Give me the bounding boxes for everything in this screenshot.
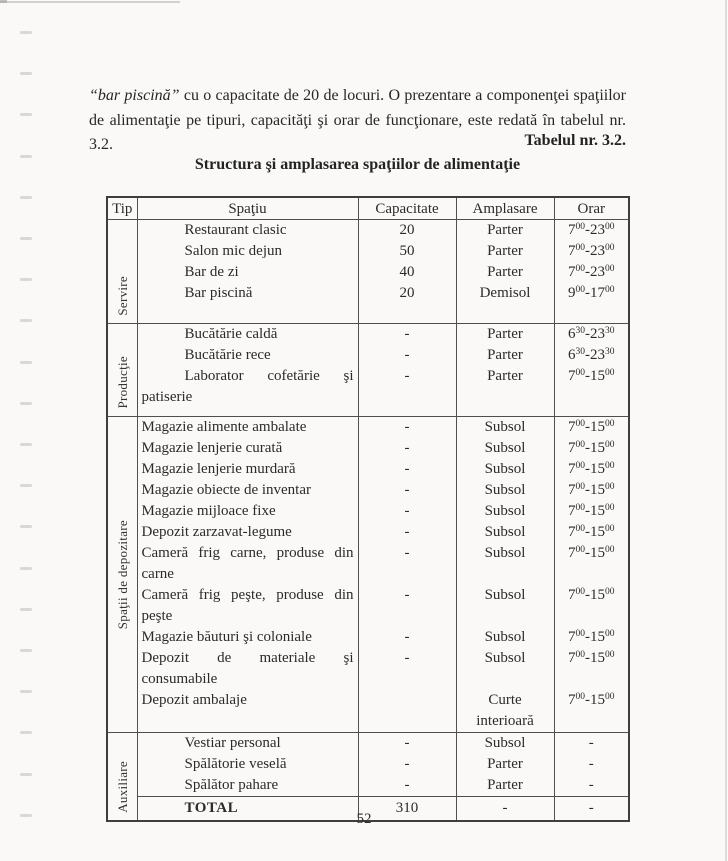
cell-capacitate: - [358,480,456,501]
table-row [107,438,629,459]
cell-spatiu: Cameră frig peşte, produse din peşte [137,585,358,627]
margin-dash [20,31,32,34]
cell-spatiu: Magazie mijloace fixe [137,501,358,522]
table-row [107,733,629,755]
table-row [107,775,629,797]
cell-orar: $6^{30}-23^{30}$ [554,324,629,346]
cell-spatiu: Magazie alimente ambalate [137,417,358,439]
cell-amplasare: Parter [456,775,554,797]
intro-lead-italic: “bar piscină” [89,87,180,104]
margin-dash [20,402,32,405]
cell-spatiu: Restaurant clasic [137,220,358,242]
cell-spatiu: Depozit zarzavat-legume [137,522,358,543]
cell-capacitate: - [358,345,456,366]
section-auxiliare [107,733,629,822]
cell-spatiu: Bucătărie caldă [137,324,358,346]
cell-orar: $6^{30}-23^{30}$ [554,345,629,366]
margin-dash [20,649,32,652]
scan-top-edge-artifact [0,1,180,3]
scan-right-edge-artifact [725,0,727,861]
table-row [107,262,629,283]
table-row [107,459,629,480]
cell-orar: $9^{00}-17^{00}$ [554,283,629,324]
cell-capacitate: - [358,775,456,797]
section-label: Servire [114,276,130,316]
cell-capacitate: - [358,459,456,480]
cell-amplasare: Subsol [456,417,554,439]
cell-capacitate: - [358,648,456,690]
cell-capacitate: - [358,754,456,775]
table-row [107,366,629,417]
margin-dash [20,690,32,693]
cell-capacitate: - [358,501,456,522]
margin-dash [20,278,32,281]
cell-amplasare: Demisol [456,283,554,324]
section-spa-ii-de-depozitare [107,417,629,733]
cell-orar: - [554,733,629,755]
cell-capacitate: 40 [358,262,456,283]
header-amplasare: Amplasare [456,197,554,220]
cell-orar: $7^{00}-15^{00}$ [554,522,629,543]
margin-dash [20,319,32,322]
cell-amplasare: Subsol [456,480,554,501]
cell-amplasare: Subsol [456,438,554,459]
cell-spatiu: Spălător pahare [137,775,358,797]
cell-spatiu: Salon mic dejun [137,241,358,262]
cell-capacitate: - [358,585,456,627]
section-tip-cell [107,417,137,733]
cell-amplasare: Subsol [456,459,554,480]
cell-orar: $7^{00}-15^{00}$ [554,627,629,648]
cell-spatiu: Magazie obiecte de inventar [137,480,358,501]
cell-spatiu: Cameră frig carne, produse din carne [137,543,358,585]
margin-dash [20,237,32,240]
page-number: 52 [356,811,372,827]
table-row [107,648,629,690]
cell-total-orar: - [554,797,629,822]
cell-total-amplasare: - [456,797,554,822]
cell-spatiu: Bucătărie rece [137,345,358,366]
table-row [107,501,629,522]
table-row [107,324,629,346]
header-tip: Tip [107,197,137,220]
section-label: Spaţii de depozitare [114,519,130,630]
cell-orar: - [554,775,629,797]
section-servire [107,220,629,324]
cell-amplasare: Subsol [456,585,554,627]
table-row [107,417,629,439]
table-row [107,480,629,501]
cell-spatiu: Depozit ambalaje [137,690,358,733]
cell-capacitate: - [358,366,456,417]
cell-spatiu: Spălătorie veselă [137,754,358,775]
section-produc-ie [107,324,629,417]
header-orar: Orar [554,197,629,220]
margin-dash [20,484,32,487]
cell-amplasare: Subsol [456,522,554,543]
table-title: Structura şi amplasarea spaţiilor de alimentaţie [194,156,521,173]
margin-dash [20,608,32,611]
cell-amplasare: Parter [456,754,554,775]
cell-spatiu: Magazie băuturi şi coloniale [137,627,358,648]
cell-amplasare: Subsol [456,543,554,585]
cell-orar: $7^{00}-15^{00}$ [554,366,629,417]
cell-amplasare: Subsol [456,648,554,690]
alimentation-table [106,196,630,822]
cell-amplasare: Parter [456,241,554,262]
cell-spatiu: Magazie lenjerie curată [137,438,358,459]
margin-dash [20,731,32,734]
cell-capacitate [358,690,456,733]
table-row [107,627,629,648]
cell-amplasare: Subsol [456,733,554,755]
cell-orar: $7^{00}-15^{00}$ [554,501,629,522]
cell-capacitate: - [358,543,456,585]
header-spatiu: Spaţiu [137,197,358,220]
cell-amplasare: Parter [456,366,554,417]
cell-orar: $7^{00}-15^{00}$ [554,459,629,480]
cell-capacitate: 20 [358,220,456,242]
margin-dash [20,155,32,158]
cell-orar: $7^{00}-15^{00}$ [554,417,629,439]
cell-capacitate: 20 [358,283,456,324]
margin-dash [20,525,32,528]
cell-capacitate: - [358,324,456,346]
table-row [107,522,629,543]
cell-spatiu: Bar de zi [137,262,358,283]
cell-spatiu: Laborator cofetărie şi patiserie [137,366,358,417]
cell-orar: $7^{00}-15^{00}$ [554,648,629,690]
section-tip-cell [107,324,137,417]
cell-orar: $7^{00}-15^{00}$ [554,543,629,585]
margin-dash [20,72,32,75]
section-tip-cell [107,220,137,324]
cell-orar: $7^{00}-15^{00}$ [554,480,629,501]
cell-orar: $7^{00}-15^{00}$ [554,690,629,733]
cell-orar: $7^{00}-23^{00}$ [554,220,629,242]
table-caption: Tabelul nr. 3.2. [524,132,626,149]
cell-orar: $7^{00}-15^{00}$ [554,438,629,459]
table-row [107,283,629,324]
cell-amplasare: Parter [456,220,554,242]
margin-dash [20,443,32,446]
cell-amplasare: Subsol [456,501,554,522]
cell-capacitate: 50 [358,241,456,262]
cell-spatiu: Bar piscină [137,283,358,324]
cell-total-capacitate: 310 [358,797,456,822]
cell-orar: $7^{00}-23^{00}$ [554,262,629,283]
cell-orar: $7^{00}-23^{00}$ [554,241,629,262]
margin-dash [20,361,32,364]
margin-dash [20,196,32,199]
section-tip-cell [107,733,137,822]
table-row [107,543,629,585]
table-row [107,241,629,262]
header-capacitate: Capacitate [358,197,456,220]
table-row [107,690,629,733]
cell-amplasare: Parter [456,345,554,366]
margin-dash [20,773,32,776]
table-row [107,754,629,775]
cell-amplasare: Parter [456,324,554,346]
cell-capacitate: - [358,733,456,755]
section-label: Auxiliare [114,761,130,813]
cell-total-label: TOTAL [137,797,358,822]
cell-spatiu: Vestiar personal [137,733,358,755]
table-row [107,345,629,366]
cell-amplasare: Parter [456,262,554,283]
table-header [107,197,629,220]
cell-capacitate: - [358,627,456,648]
cell-orar: - [554,754,629,775]
section-label: Producţie [114,356,130,409]
intro-text: cu o capacitate de 20 de locuri. O prezentare a componenţei spaţiilor de alimentaţie pe tipuri, capacităţi şi orar de funcţionare, este redată în tabelul nr. 3.2. [89,87,626,153]
cell-orar: $7^{00}-15^{00}$ [554,585,629,627]
cell-amplasare: Curte interioară [456,690,554,733]
margin-dash [20,567,32,570]
cell-amplasare: Subsol [456,627,554,648]
margin-dash [20,113,32,116]
header-row [107,197,629,220]
cell-capacitate: - [358,417,456,439]
cell-spatiu: Depozit de materiale şi consumabile [137,648,358,690]
cell-capacitate: - [358,438,456,459]
cell-spatiu: Magazie lenjerie murdară [137,459,358,480]
cell-capacitate: - [358,522,456,543]
scan-corner-artifact [0,0,7,3]
table-row [107,220,629,242]
table-row [107,585,629,627]
